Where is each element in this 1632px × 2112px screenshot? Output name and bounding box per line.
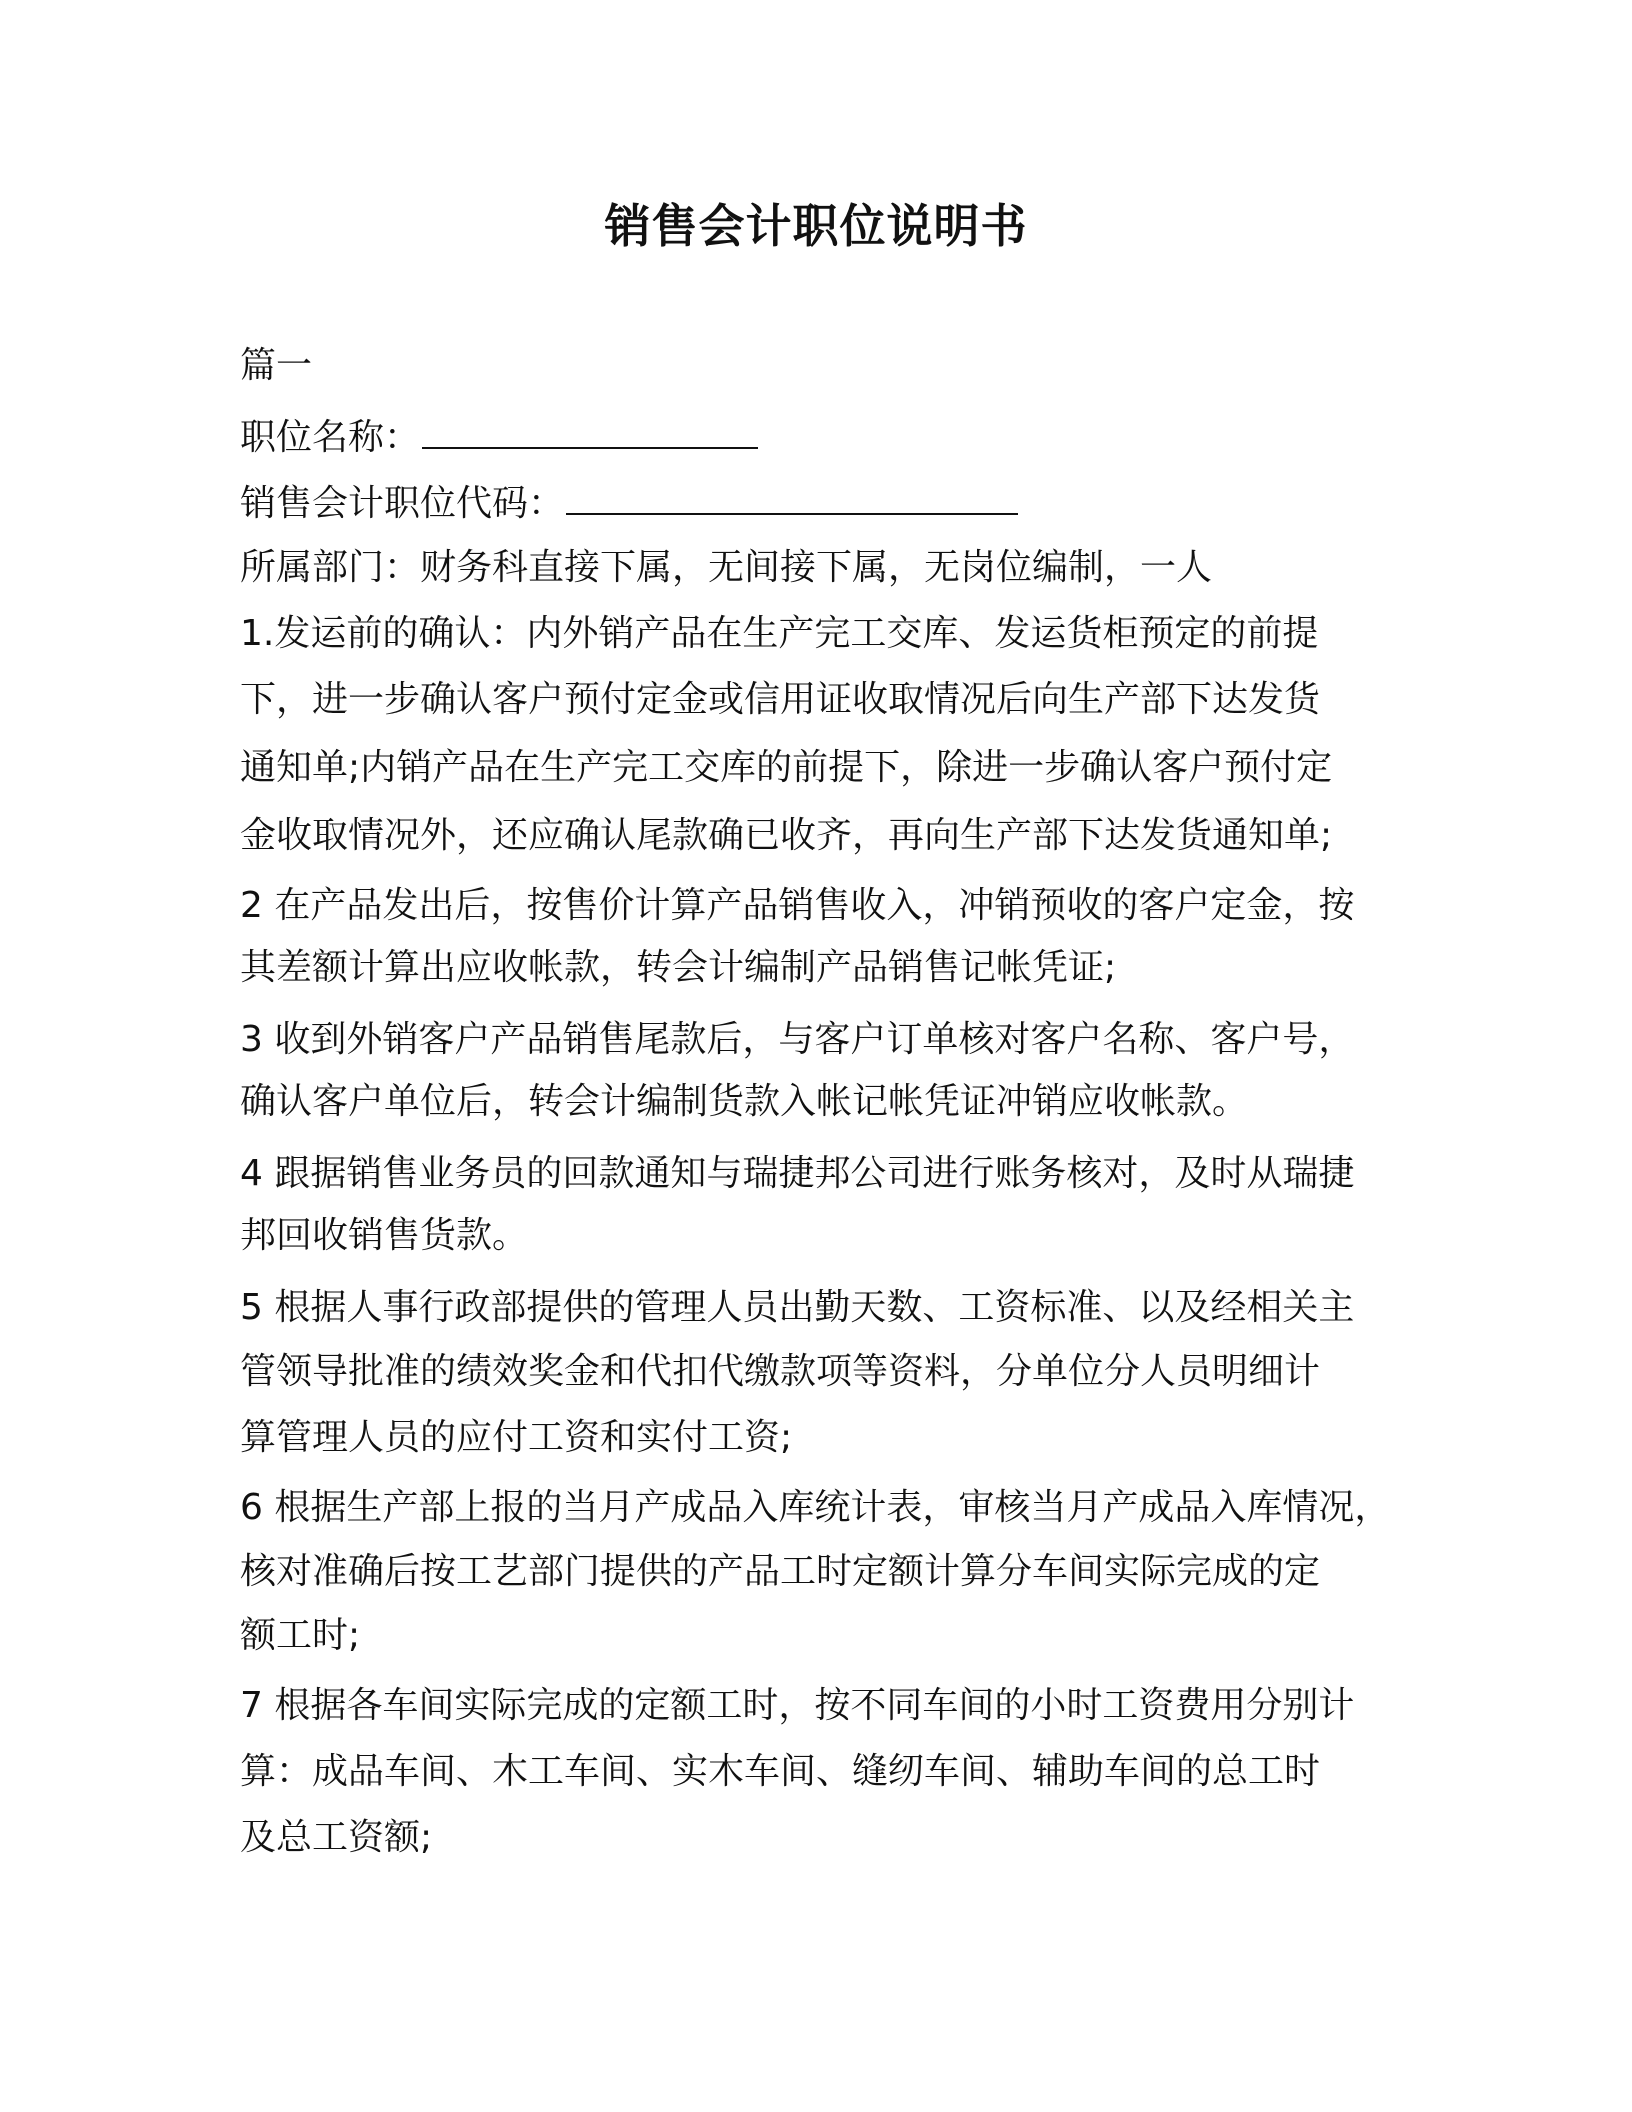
body-line: 1.发运前的确认：内外销产品在生产完工交库、发运货柜预定的前提 (240, 613, 1319, 654)
job-name-label: 职位名称： (240, 417, 421, 458)
document-title: 销售会计职位说明书 (604, 199, 1028, 253)
body-line: 6 根据生产部上报的当月产成品入库统计表，审核当月产成品入库情况， (240, 1487, 1391, 1528)
body-line: 2 在产品发出后，按售价计算产品销售收入，冲销预收的客户定金，按 (240, 885, 1355, 926)
job-code-row (240, 482, 1018, 526)
body-line: 4 跟据销售业务员的回款通知与瑞捷邦公司进行账务核对，及时从瑞捷 (240, 1153, 1355, 1194)
job-code-blank (566, 483, 1018, 515)
body-line: 及总工资额; (240, 1817, 433, 1858)
body-line: 其差额计算出应收帐款，转会计编制产品销售记帐凭证; (240, 947, 1117, 988)
body-line: 金收取情况外，还应确认尾款确已收齐，再向生产部下达发货通知单; (240, 815, 1333, 856)
department-line: 所属部门：财务科直接下属，无间接下属，无岗位编制，一人 (240, 547, 1213, 588)
body-line: 邦回收销售货款。 (240, 1215, 529, 1256)
body-line: 算管理人员的应付工资和实付工资; (240, 1417, 793, 1458)
body-line: 确认客户单位后，转会计编制货款入帐记帐凭证冲销应收帐款。 (240, 1081, 1249, 1122)
body-line: 下，进一步确认客户预付定金或信用证收取情况后向生产部下达发货 (240, 679, 1321, 720)
body-line: 通知单;内销产品在生产完工交库的前提下，除进一步确认客户预付定 (240, 747, 1333, 788)
body-line: 核对准确后按工艺部门提供的产品工时定额计算分车间实际完成的定 (240, 1551, 1321, 1592)
body-line: 5 根据人事行政部提供的管理人员出勤天数、工资标准、以及经相关主 (240, 1287, 1355, 1328)
section-heading: 篇一 (240, 345, 313, 386)
body-line: 7 根据各车间实际完成的定额工时，按不同车间的小时工资费用分别计 (240, 1685, 1355, 1726)
job-code-label: 销售会计职位代码： (240, 483, 565, 524)
body-line: 算：成品车间、木工车间、实木车间、缝纫车间、辅助车间的总工时 (240, 1751, 1321, 1792)
body-line: 管领导批准的绩效奖金和代扣代缴款项等资料，分单位分人员明细计 (240, 1351, 1321, 1392)
job-name-row (240, 416, 758, 460)
job-name-blank (422, 417, 758, 449)
body-line: 3 收到外销客户产品销售尾款后，与客户订单核对客户名称、客户号， (240, 1019, 1355, 1060)
body-line: 额工时; (240, 1615, 361, 1656)
